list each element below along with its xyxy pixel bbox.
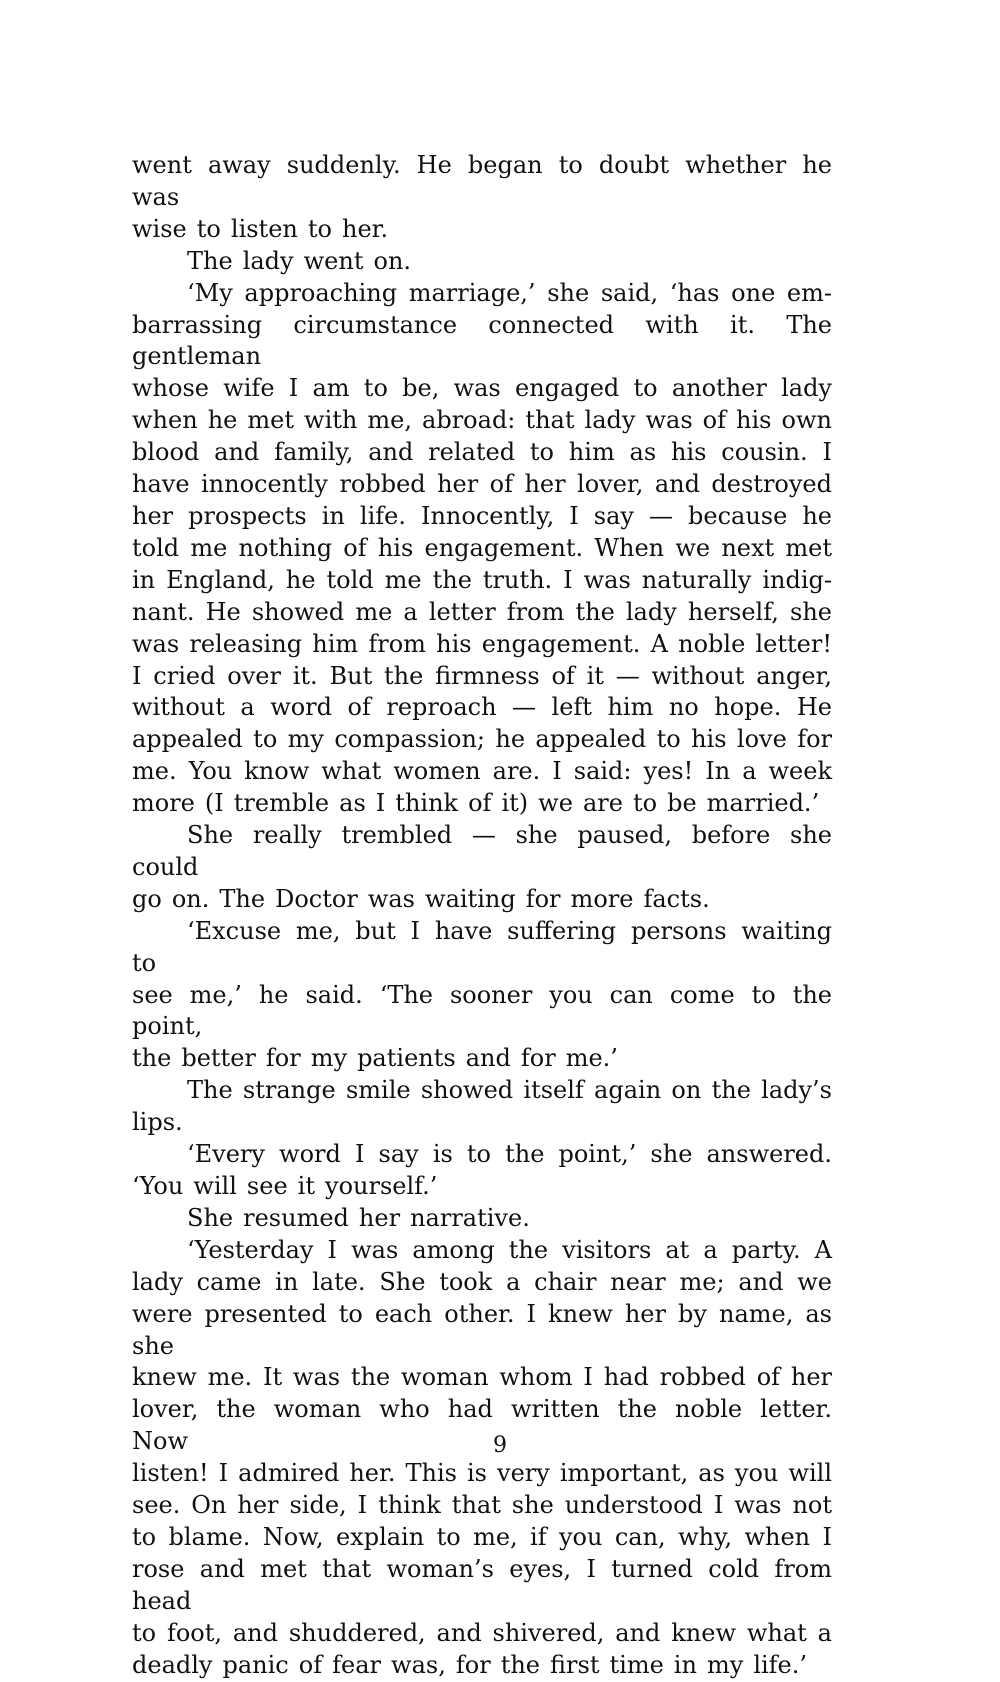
text-line: in England, he told me the truth. I was naturally indig- <box>132 565 832 594</box>
text-line: deadly panic of fear was, for the first time in my life.’ <box>132 1650 808 1679</box>
page-number: 9 <box>493 1433 507 1458</box>
text-line: She really trembled — she paused, before she could <box>132 821 832 881</box>
text-line: more (I tremble as I think of it) we are to be married.’ <box>132 789 820 818</box>
text-line: were presented to each other. I knew her by name, as she <box>132 1299 832 1360</box>
text-line: was releasing him from his engagement. A noble letter! <box>132 629 832 658</box>
text-line: told me nothing of his engagement. When we next met <box>132 533 832 562</box>
text-line: ‘You will see it yourself.’ <box>132 1172 438 1200</box>
text-line: ‘Yesterday I was among the visitors at a party. A <box>187 1235 832 1264</box>
text-line: nant. He showed me a letter from the lady herself, she <box>132 597 832 626</box>
text-line: to foot, and shuddered, and shivered, and knew what a <box>132 1618 832 1647</box>
text-line: The lady went on. <box>187 246 412 275</box>
text-line: go on. The Doctor was waiting for more facts. <box>132 884 710 913</box>
text-line: wise to listen to her. <box>132 214 389 243</box>
text-line: The strange smile showed itself again on the lady’s lips. <box>132 1076 832 1137</box>
text-line: appealed to my compassion; he appealed to his love for <box>132 725 832 754</box>
text-line: ‘Every word I say is to the point,’ she answered. <box>187 1140 832 1169</box>
text-line: barrassing circumstance connected with it. The gentleman <box>132 310 832 371</box>
text-line: without a word of reproach — left him no hope. He <box>132 693 832 722</box>
text-line: her prospects in life. Innocently, I say — because he <box>132 501 832 530</box>
text-line: see me,’ he said. ‘The sooner you can come to the point, <box>132 980 832 1041</box>
text-line: She resumed her narrative. <box>187 1203 530 1232</box>
text-line: to blame. Now, explain to me, if you can, why, when I <box>132 1522 832 1551</box>
text-line: when he met with me, abroad: that lady was of his own <box>132 406 832 435</box>
text-line: the better for my patients and for me.’ <box>132 1044 618 1073</box>
text-line: ‘Excuse me, but I have suffering persons waiting to <box>132 916 832 977</box>
text-line: went away suddenly. He began to doubt whether he was <box>132 151 832 211</box>
text-line: rose and met that woman’s eyes, I turned cold from head <box>132 1554 832 1615</box>
text-line: lady came in late. She took a chair near me; and we <box>132 1267 832 1296</box>
text-line: me. You know what women are. I said: yes! In a week <box>132 757 832 786</box>
text-line: have innocently robbed her of her lover, and destroyed <box>132 470 832 499</box>
text-line: blood and family, and related to him as his cousin. I <box>132 438 832 467</box>
text-line: lover, the woman who had written the noble letter. Now <box>132 1395 832 1456</box>
text-line: ‘My approaching marriage,’ she said, ‘has one em- <box>187 278 832 307</box>
text-line: listen! I admired her. This is very important, as you will <box>132 1459 832 1488</box>
text-line: whose wife I am to be, was engaged to another lady <box>132 374 832 403</box>
text-line: I cried over it. But the firmness of it — without anger, <box>132 661 832 690</box>
text-line: knew me. It was the woman whom I had robbed of her <box>132 1363 832 1392</box>
text-line: see. On her side, I think that she understood I was not <box>132 1491 832 1520</box>
